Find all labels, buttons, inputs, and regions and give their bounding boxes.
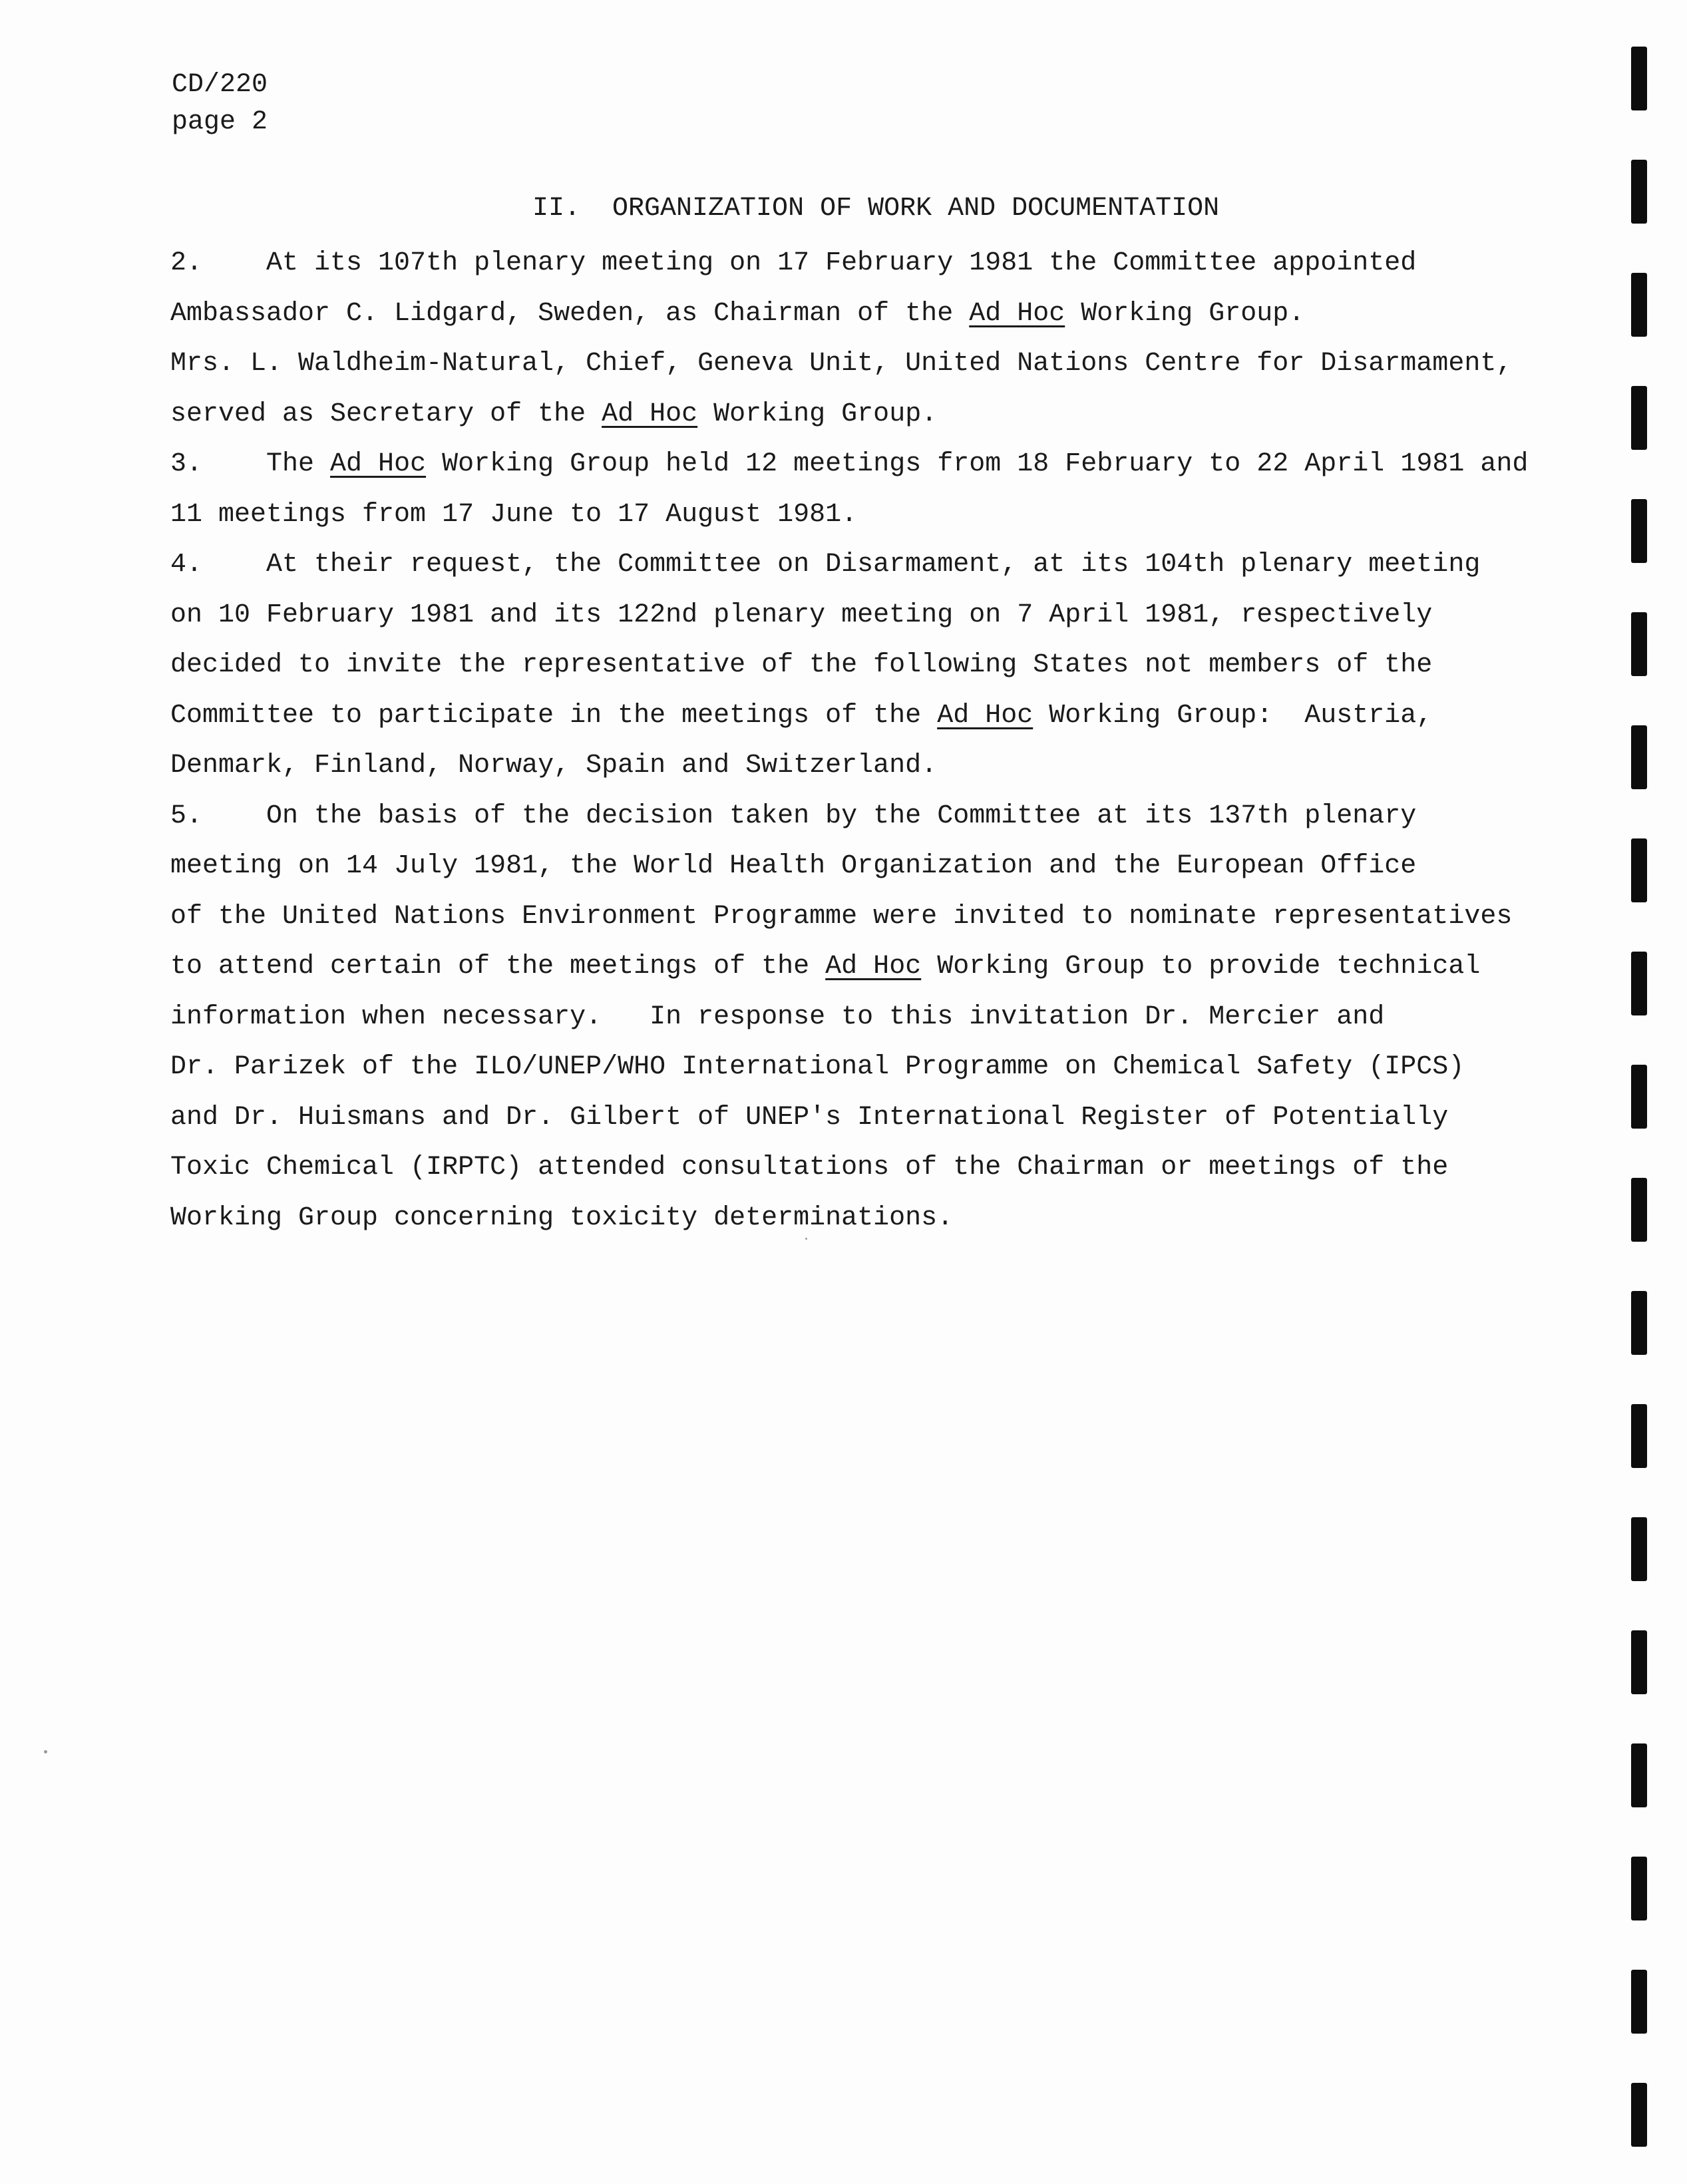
paragraph-3-line-2: 11 meetings from 17 June to 17 August 1981. bbox=[170, 499, 858, 530]
page-number: page 2 bbox=[172, 107, 268, 137]
binding-hole bbox=[1631, 1630, 1647, 1694]
binding-hole bbox=[1631, 612, 1647, 676]
document-body bbox=[170, 238, 1575, 1243]
binding-hole bbox=[1631, 2083, 1647, 2147]
ad-hoc-term: Ad Hoc bbox=[825, 952, 922, 982]
line-text: to attend certain of the meetings of the bbox=[170, 952, 826, 982]
binding-hole bbox=[1631, 386, 1647, 450]
binding-hole bbox=[1631, 1404, 1647, 1468]
binding-hole bbox=[1631, 160, 1647, 224]
paragraph-4-line-5: Denmark, Finland, Norway, Spain and Switzerland. bbox=[170, 751, 938, 781]
binding-hole bbox=[1631, 499, 1647, 563]
section-title: II. ORGANIZATION OF WORK AND DOCUMENTATION bbox=[532, 194, 1220, 224]
binding-hole bbox=[1631, 1743, 1647, 1807]
document-header bbox=[172, 67, 268, 141]
paragraph-5-line-1: 5. On the basis of the decision taken by the Committee at its 137th plenary bbox=[170, 801, 1417, 831]
document-number: CD/220 bbox=[172, 70, 268, 100]
paragraph-5-line-2: meeting on 14 July 1981, the World Health Organization and the European Office bbox=[170, 851, 1417, 881]
paragraph-4-line-2: on 10 February 1981 and its 122nd plenary meeting on 7 April 1981, respectively bbox=[170, 600, 1433, 630]
binding-hole bbox=[1631, 1970, 1647, 2034]
binding-hole bbox=[1631, 1857, 1647, 1920]
line-text: served as Secretary of the bbox=[170, 399, 602, 429]
paragraph-3-line-1 bbox=[170, 439, 1575, 490]
ad-hoc-term: Ad Hoc bbox=[937, 700, 1033, 731]
paragraph-5-line-7: and Dr. Huismans and Dr. Gilbert of UNEP's International Register of Potentially bbox=[170, 1102, 1449, 1133]
line-text: Ambassador C. Lidgard, Sweden, as Chairman of the bbox=[170, 298, 970, 329]
paragraph-4-line-3: decided to invite the representative of the following States not members of the bbox=[170, 650, 1433, 680]
scan-speck bbox=[805, 1238, 807, 1240]
line-text: Working Group: Austria, bbox=[1033, 700, 1433, 731]
ad-hoc-term: Ad Hoc bbox=[602, 399, 698, 429]
line-text: 3. The bbox=[170, 449, 331, 479]
binding-hole bbox=[1631, 838, 1647, 902]
binding-hole bbox=[1631, 952, 1647, 1015]
paragraph-5-line-5: information when necessary. In response to this invitation Dr. Mercier and bbox=[170, 1001, 1385, 1032]
line-text: Committee to participate in the meetings of the bbox=[170, 700, 938, 731]
paragraph-4-line-1: 4. At their request, the Committee on Disarmament, at its 104th plenary meeting bbox=[170, 550, 1481, 580]
paragraph-5-line-4 bbox=[170, 942, 1575, 992]
binding-hole bbox=[1631, 1291, 1647, 1355]
binding-hole bbox=[1631, 1517, 1647, 1581]
line-text: Working Group. bbox=[697, 399, 938, 429]
scan-speck bbox=[44, 1750, 47, 1753]
binding-hole bbox=[1631, 725, 1647, 789]
binding-hole bbox=[1631, 1178, 1647, 1242]
paragraph-5-line-6: Dr. Parizek of the ILO/UNEP/WHO International Programme on Chemical Safety (IPCS) bbox=[170, 1052, 1465, 1082]
paragraph-2-line-2 bbox=[170, 289, 1575, 339]
paragraph-5-line-3: of the United Nations Environment Programme were invited to nominate representatives bbox=[170, 901, 1513, 932]
binding-hole bbox=[1631, 1065, 1647, 1129]
line-text: Working Group. bbox=[1065, 298, 1305, 329]
paragraph-2-line-4 bbox=[170, 389, 1575, 440]
binding-hole bbox=[1631, 47, 1647, 110]
line-text: Working Group to provide technical bbox=[921, 952, 1481, 982]
binding-hole bbox=[1631, 273, 1647, 337]
ad-hoc-term: Ad Hoc bbox=[330, 449, 427, 479]
binding-holes-strip bbox=[1631, 47, 1647, 2149]
paragraph-5-line-8: Toxic Chemical (IRPTC) attended consultations of the Chairman or meetings of the bbox=[170, 1153, 1449, 1183]
paragraph-5-line-9: Working Group concerning toxicity determinations. bbox=[170, 1202, 954, 1233]
paragraph-2-line-3: Mrs. L. Waldheim-Natural, Chief, Geneva Unit, United Nations Centre for Disarmament, bbox=[170, 349, 1513, 379]
paragraph-4-line-4 bbox=[170, 691, 1575, 741]
paragraph-2-line-1: 2. At its 107th plenary meeting on 17 February 1981 the Committee appointed bbox=[170, 248, 1417, 278]
ad-hoc-term: Ad Hoc bbox=[969, 298, 1065, 329]
line-text: Working Group held 12 meetings from 18 February to 22 April 1981 and bbox=[426, 449, 1529, 479]
